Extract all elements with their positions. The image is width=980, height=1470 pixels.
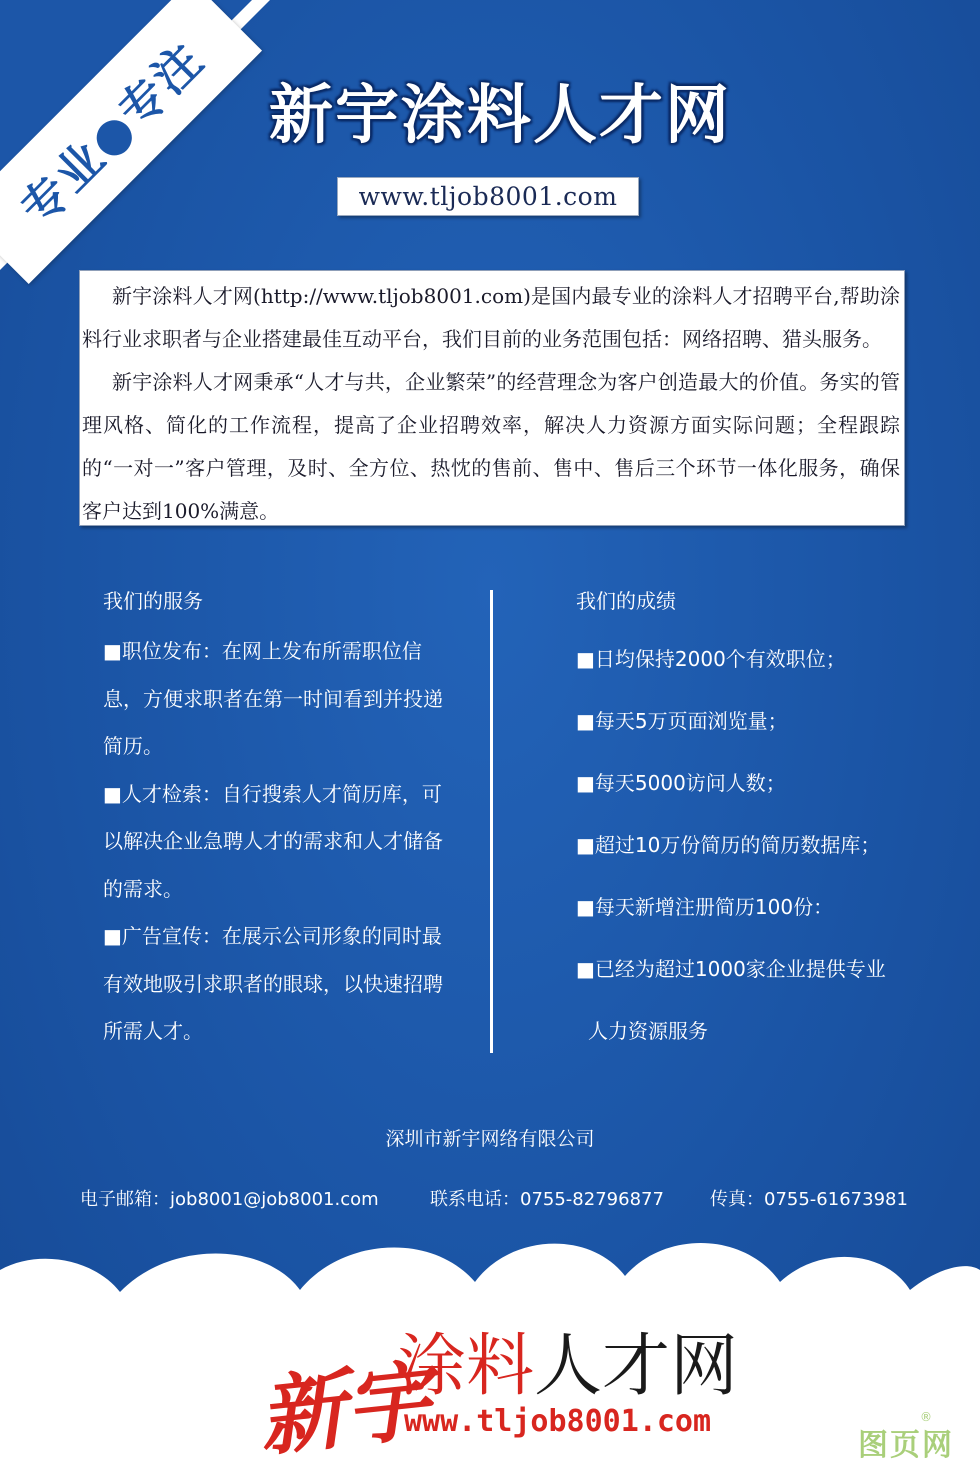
site-title: 新宇涂料人才网 (269, 78, 731, 153)
achievement-item: ■每天5000访问人数； (576, 771, 786, 795)
service-item: ■人才检索：自行搜索人才简历库，可以解决企业急聘人才的需求和人才储备的需求。 (103, 781, 443, 901)
services-column (103, 581, 448, 1056)
column-divider (490, 590, 493, 1053)
service-item: ■广告宣传：在展示公司形象的同时最有效地吸引求职者的眼球，以快速招聘所需人才。 (103, 924, 443, 1043)
service-item: ■职位发布：在网上发布所需职位信息，方便求职者在第一时间看到并投递简历。 (103, 639, 443, 758)
achievement-item: ■超过10万份简历的简历数据库； (576, 833, 881, 857)
logo-red-characters: 新宇 (253, 1350, 436, 1469)
achievement-item: ■已经为超过1000家企业提供专业 (576, 957, 886, 981)
contact-email[interactable]: 电子邮箱：job8001@job8001.com (80, 1189, 379, 1210)
achievement-item: ■每天新增注册简历100份： (576, 895, 834, 919)
achievement-item: ■每天5万页面浏览量； (576, 709, 788, 733)
logo-main-text (398, 1312, 738, 1409)
services-heading: 我们的服务 (103, 589, 203, 613)
brand-logo (253, 1318, 739, 1469)
website-url[interactable]: www.tljob8001.com (358, 182, 618, 211)
watermark: 图页网 (858, 1428, 954, 1463)
intro-paragraph-1: 新宇涂料人才网(http://www.tljob8001.com)是国内最专业的涂料人才招聘平台,帮助涂料行业求职者与企业搭建最佳互动平台，我们目前的业务范围包括：网络招聘、猎头服务。 (82, 284, 900, 351)
intro-text-box (79, 270, 905, 526)
contact-phone[interactable]: 联系电话：0755-82796877 (430, 1189, 664, 1210)
website-url-box[interactable] (337, 177, 639, 216)
corner-badge-text: 专业●专注 (10, 32, 214, 236)
company-name: 深圳市新宇网络有限公司 (385, 1128, 595, 1150)
achievements-heading: 我们的成绩 (576, 589, 676, 613)
contact-fax: 传真：0755-61673981 (710, 1189, 908, 1210)
achievement-item-continued: 人力资源服务 (588, 1019, 708, 1043)
achievement-item: ■日均保持2000个有效职位； (576, 647, 846, 671)
logo-url: www.tljob8001.com (404, 1404, 712, 1439)
achievements-column (576, 581, 926, 1062)
logo-black-part: 人才网 (534, 1327, 739, 1406)
registered-mark: ® (920, 1410, 932, 1424)
intro-paragraph-2: 新宇涂料人才网秉承“人才与共，企业繁荣”的经营理念为客户创造最大的价值。务实的管理风格、简化的工作流程，提高了企业招聘效率，解决人力资源方面实际问题；全程跟踪的“一对一”客户管理，及时、全方位、热忱的售前、售中、售后三个环节一体化服务，确保客户达到100%满意。 (82, 370, 900, 523)
logo-red-part: 涂料 (398, 1327, 535, 1406)
